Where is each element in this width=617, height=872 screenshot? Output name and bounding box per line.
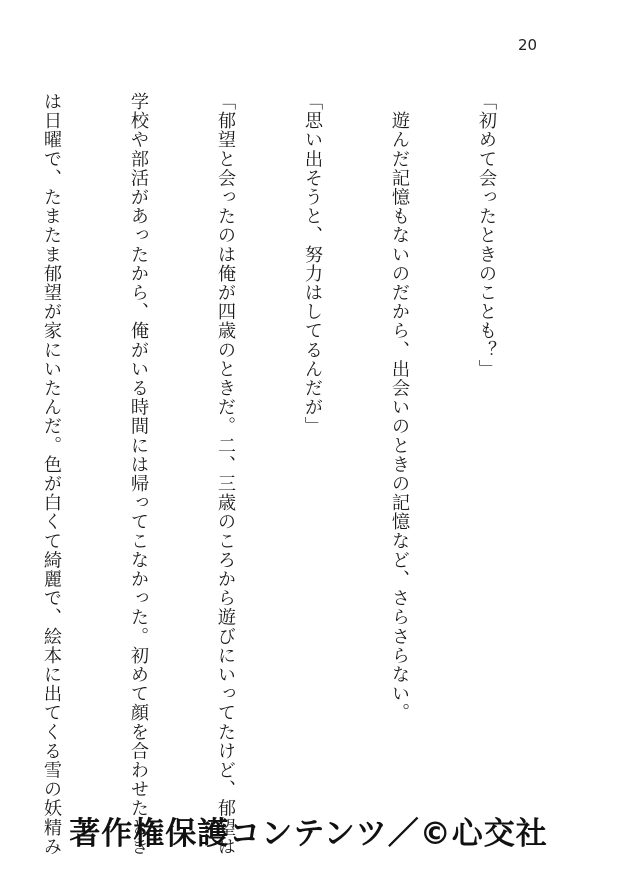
text-line: 「初めて会ったときのことも？」 (476, 92, 497, 379)
text-line: 「郁望と会ったのは俺が四歳のときだ。二、三歳のころから遊びにいってたけど、郁望は (215, 92, 236, 856)
page-number: 20 (518, 36, 538, 54)
text-line: は日曜で、たまたま郁望が家にいたんだ。色が白くて綺麗で、絵本に出てくる雪の妖精み (41, 92, 62, 856)
copyright-footer: 著作権保護コンテンツ／©心交社 (69, 816, 548, 852)
text-line: 遊んだ記憶もないのだから、出会いのときの記憶など、さらさらない。 (389, 92, 410, 723)
text-line: 「思い出そうと、努力はしてるんだが」 (302, 92, 323, 436)
text-line: 学校や部活があったから、俺がいる時間には帰ってこなかった。初めて顔を合わせたとき (128, 92, 149, 856)
